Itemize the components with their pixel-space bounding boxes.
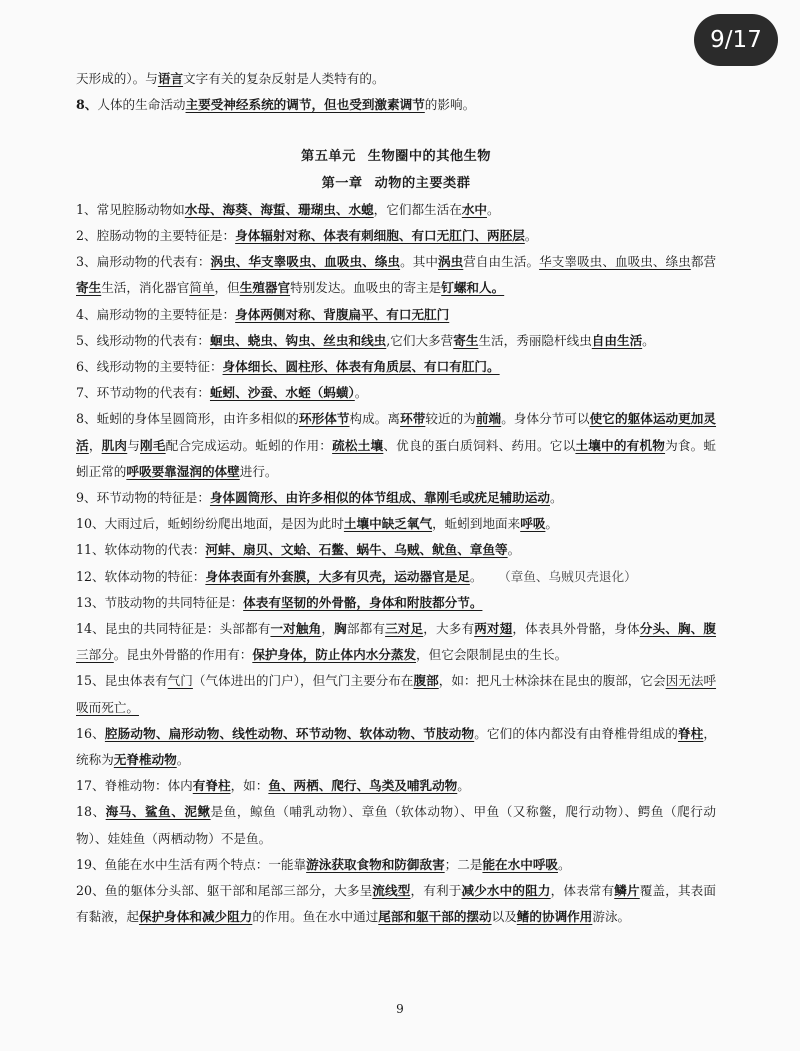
text-segment: 2、腔肠动物的主要特征是： — [76, 228, 236, 244]
key-term: 语言 — [157, 71, 184, 86]
text-segment: 。 — [487, 201, 500, 217]
key-term: 呼吸 — [520, 516, 546, 532]
text-segment: ，统称为 — [76, 725, 717, 768]
chapter-label: 第一章 — [321, 175, 363, 191]
text-segment: 进行。 — [239, 463, 278, 479]
text-segment: 。身体分节可以 — [501, 411, 590, 427]
item-14 — [76, 616, 716, 668]
key-term: 保护身体和减少阻力 — [138, 909, 253, 925]
text-segment: 。其中 — [400, 254, 438, 270]
text-segment: 生活，消化器官 — [101, 280, 190, 296]
text-segment: 生活，秀丽隐杆线虫 — [478, 332, 592, 348]
text-segment: 14、昆虫的共同特征是：头部都有 — [76, 621, 271, 637]
key-term: 分头、胸、腹 — [639, 621, 717, 637]
item-5 — [76, 328, 716, 354]
key-term: 涡虫 — [438, 254, 464, 270]
key-term: 寄生 — [453, 332, 479, 348]
key-term: 生殖器官 — [239, 280, 291, 296]
text: 天形成的）。与 — [76, 71, 158, 86]
key-term: 自由生活 — [591, 332, 643, 348]
key-term: 身体表面有外套膜，大多有贝壳，运动器官是足 — [205, 568, 470, 584]
item-18 — [76, 799, 716, 851]
text-segment: （章鱼、乌贼贝壳退化） — [504, 568, 637, 584]
item-15 — [76, 668, 716, 720]
chapter-name: 动物的主要类群 — [374, 175, 471, 191]
text-segment: ， — [321, 621, 335, 637]
text-segment: 游泳。 — [592, 909, 631, 925]
chapter-title — [76, 171, 716, 197]
text-segment: 都营 — [690, 254, 717, 270]
item-1 — [76, 197, 716, 223]
key-term: 游泳获取食物和防御敌害 — [306, 856, 445, 872]
key-term: 三部分 — [76, 647, 114, 663]
key-term: 尾部和躯干部的摆动 — [378, 909, 492, 925]
intro-paragraph-1 — [76, 66, 716, 92]
text-segment: 5、线形动物的代表有： — [76, 332, 210, 348]
text-segment: 9、环节动物的特征是： — [76, 490, 210, 506]
text-segment: 。 — [457, 778, 470, 794]
text-segment: ,它们大多营 — [386, 332, 454, 348]
text-segment: ， — [88, 437, 102, 453]
text-segment: 11、软体动物的代表： — [76, 542, 206, 558]
text-segment: 构成。离 — [349, 411, 401, 427]
text-segment: 特别发达。血吸虫的寄主是 — [290, 280, 442, 296]
key-term: 保护身体，防止体内水分蒸发 — [252, 647, 417, 663]
text-segment: 。 — [524, 228, 538, 244]
text-segment: 。昆虫外骨骼的作用有： — [113, 647, 253, 663]
text-segment: 为食。蚯蚓正常的 — [76, 437, 717, 479]
key-term: 因无法呼吸而死亡。 — [76, 673, 717, 715]
text-segment: 配合完成运动。蚯蚓的作用： — [165, 437, 333, 453]
item-13 — [76, 590, 716, 616]
text-segment: 16、 — [76, 725, 105, 741]
text-segment: 12、软体动物的特征： — [76, 568, 206, 584]
text-segment: 。 — [549, 490, 563, 506]
text-segment: ，有利于 — [410, 883, 462, 899]
text-segment: ，它们都生活在 — [373, 201, 462, 217]
text-segment: 覆盖，其表面有黏液，起 — [76, 883, 717, 925]
item-6 — [76, 354, 716, 380]
text-segment: 10、大雨过后，蚯蚓纷纷爬出地面，是因为此时 — [76, 516, 344, 532]
unit-name: 生物圈中的其他生物 — [367, 149, 491, 165]
key-term: 蚯蚓、沙蚕、水蛭（蚂蟥） — [209, 385, 355, 401]
text-segment: 13、节肢动物的共同特征是： — [76, 594, 244, 610]
text-segment: ；二是 — [444, 856, 483, 872]
text-segment: ，但 — [214, 280, 240, 296]
text-segment: ，蚯蚓到地面来 — [432, 516, 521, 532]
text-segment: 。 — [354, 385, 368, 401]
key-term: 呼吸要靠湿润的体壁 — [126, 463, 240, 479]
key-term: 鳍的协调作用 — [516, 909, 593, 925]
text-segment: 、优良的蛋白质饲料、药用。它以 — [383, 437, 576, 453]
key-term: 身体细长、圆柱形、体表有角质层、有口有肛门。 — [222, 359, 500, 375]
key-term: 环形体节 — [298, 411, 350, 427]
key-term: 流线型 — [372, 883, 411, 899]
text-segment: 17、脊椎动物：体内 — [76, 778, 193, 794]
key-term: 两对翅 — [474, 621, 513, 637]
text-segment: ，体表常有 — [550, 883, 615, 899]
text-segment: 4、扁形动物的主要特征是： — [76, 306, 236, 322]
text: 人体的生命活动 — [97, 97, 186, 113]
item-8 — [76, 406, 716, 485]
key-term: 肌肉 — [101, 437, 128, 453]
key-term: 减少水中的阻力 — [461, 883, 551, 899]
document-body — [76, 66, 716, 931]
key-term: 刚毛 — [140, 437, 166, 453]
key-term: 土壤中缺乏氧气 — [343, 516, 433, 532]
key-term: 华支睾吸虫、血吸虫、绦虫 — [539, 254, 691, 270]
item-number: 8、 — [76, 97, 98, 113]
item-17 — [76, 773, 716, 799]
page-number: 9 — [396, 1002, 404, 1016]
key-term: 腹部 — [413, 673, 439, 689]
text-segment: 。 — [176, 752, 190, 768]
key-term: 身体两侧对称、背腹扁平、有口无肛门 — [235, 306, 450, 322]
unit-title — [76, 144, 716, 170]
text-segment: 19、鱼能在水中生活有两个特点：一能靠 — [76, 856, 307, 872]
item-16 — [76, 721, 716, 773]
key-term: 水母、海葵、海蜇、珊瑚虫、水螅 — [184, 201, 374, 217]
text-segment: 7、环节动物的代表有： — [76, 385, 210, 401]
key-term: 涡虫、华支睾吸虫、血吸虫、绦虫 — [210, 254, 401, 270]
page-indicator-badge: 9/17 — [694, 14, 778, 66]
key-term: 前端 — [475, 411, 502, 427]
text-segment: 。 — [507, 542, 521, 558]
text-segment: ，如： — [230, 778, 269, 794]
key-term: 腔肠动物、扁形动物、线性动物、环节动物、软体动物、节肢动物 — [104, 725, 475, 741]
item-20 — [76, 878, 716, 930]
key-term: 土壤中的有机物 — [575, 437, 666, 453]
text-segment: 。 — [469, 568, 483, 584]
item-11 — [76, 537, 716, 563]
item-19 — [76, 852, 716, 878]
key-term: 身体圆筒形、由许多相似的体节组成、靠刚毛或疣足辅助运动 — [209, 490, 550, 506]
text-segment: 的作用。鱼在水中通过 — [252, 909, 379, 925]
text-segment: 1、常见腔肠动物如 — [76, 201, 185, 217]
key-term: 环带 — [400, 411, 426, 427]
text-segment: 是鱼，鲸鱼（哺乳动物）、章鱼（软体动物）、甲鱼（又称鳖，爬行动物）、鳄鱼（爬行动物）、娃娃鱼（两栖动物）不是鱼。 — [76, 804, 716, 846]
item-3 — [76, 249, 716, 301]
key-term: 三对足 — [385, 621, 424, 637]
key-term: 身体辐射对称、体表有刺细胞、有口无肛门、两胚层 — [235, 228, 525, 244]
key-term: 钉螺和人。 — [441, 280, 505, 296]
text-segment: ，但它会限制昆虫的生长。 — [416, 647, 568, 663]
key-term: 鳞片 — [614, 883, 640, 899]
text-segment: ，大多有 — [423, 621, 475, 637]
key-term: 脊柱 — [677, 725, 704, 741]
text-segment: 较近的为 — [425, 411, 476, 427]
text-segment: 。 — [642, 332, 655, 348]
key-term: 鱼、两栖、爬行、鸟类及哺乳动物 — [268, 778, 458, 794]
item-9 — [76, 485, 716, 511]
key-term: 主要受神经系统的调节，但也受到激素调节 — [185, 97, 425, 113]
key-term: 疏松土壤 — [332, 437, 384, 453]
key-term: 蛔虫、蛲虫、钩虫、丝虫和线虫 — [209, 332, 387, 348]
text-segment: 15、昆虫体表有 — [76, 673, 168, 689]
text-segment: 20、鱼的躯体分头部、躯干部和尾部三部分，大多呈 — [76, 883, 373, 899]
text-segment: ，体表具外骨骼，身体 — [512, 621, 640, 637]
text-segment: 以及 — [491, 909, 517, 925]
text-segment: 8、蚯蚓的身体呈圆筒形，由许多相似的 — [76, 411, 299, 427]
key-term: 简单 — [189, 280, 215, 296]
intro-paragraph-2 — [76, 92, 716, 118]
key-term: 无脊椎动物 — [113, 752, 177, 768]
text-segment: 6、线形动物的主要特征： — [76, 359, 223, 375]
text-segment: 。 — [545, 516, 558, 532]
key-term: 河蚌、扇贝、文蛤、石鳖、蜗牛、乌贼、鱿鱼、章鱼等 — [205, 542, 508, 558]
key-term: 体表有坚韧的外骨骼，身体和附肢都分节。 — [243, 594, 483, 610]
text-segment: 营自由生活。 — [463, 254, 540, 270]
item-12 — [76, 564, 716, 590]
key-term: 一对触角 — [270, 621, 322, 637]
key-term: 水中 — [461, 201, 488, 217]
unit-label: 第五单元 — [301, 149, 356, 165]
text-segment: 胸 — [334, 621, 347, 637]
key-term: 使它的躯体运动更加灵活 — [76, 411, 717, 453]
text-segment: 部都有 — [346, 621, 386, 637]
text-segment: ，如：把凡士林涂抹在昆虫的腹部，它会 — [438, 673, 666, 689]
text: 的影响。 — [424, 97, 476, 113]
key-term: 海马、鲨鱼、泥鳅 — [105, 804, 211, 820]
key-term: 能在水中呼吸 — [482, 856, 558, 872]
key-term: 有脊柱 — [192, 778, 231, 794]
text: 文字有关的复杂反射是人类特有的。 — [183, 71, 385, 86]
text-segment: 3、扁形动物的代表有： — [76, 254, 211, 270]
text-segment: 与 — [127, 437, 141, 453]
item-7 — [76, 380, 716, 406]
key-term: 寄生 — [76, 280, 102, 296]
text-segment: （气体进出的门户），但气门主要分布在 — [192, 673, 414, 689]
item-2 — [76, 223, 716, 249]
text-segment: 。它们的体内都没有由脊椎骨组成的 — [474, 725, 678, 741]
item-10 — [76, 511, 716, 537]
key-term: 气门 — [167, 673, 193, 689]
text-segment: 18、 — [76, 804, 106, 820]
text-segment: 。 — [558, 856, 571, 872]
item-4 — [76, 302, 716, 328]
